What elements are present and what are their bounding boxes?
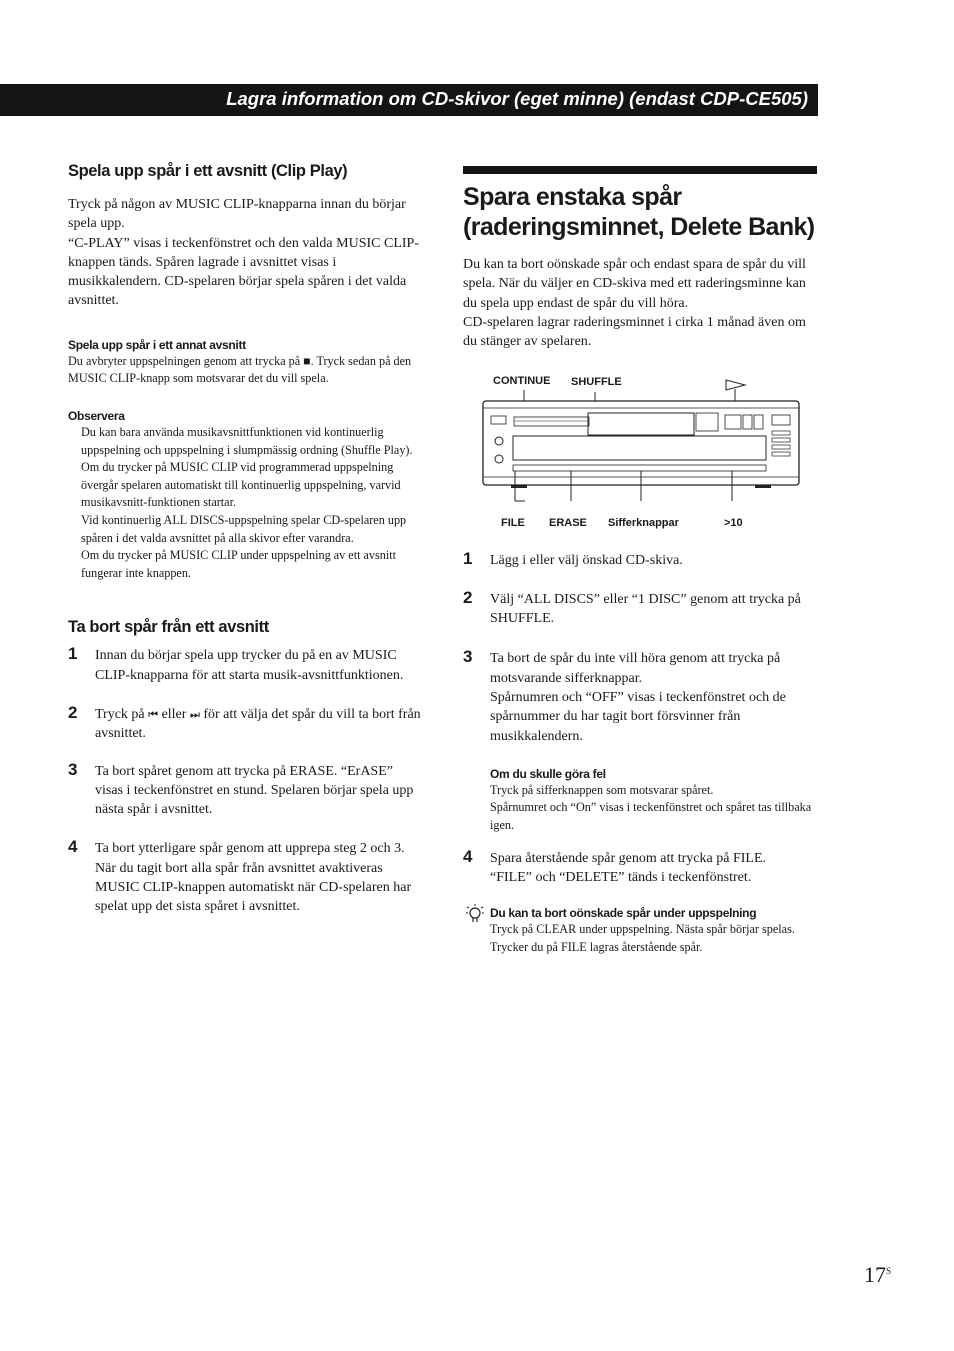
clip-play-para-1: Tryck på någon av MUSIC CLIP-knapparna innan du börjar spela upp. <box>68 197 406 232</box>
previous-track-icon: ⏮ <box>148 707 159 721</box>
note-body <box>68 424 424 582</box>
step-text <box>95 705 424 744</box>
step-number: 3 <box>68 759 78 779</box>
delete-step-3 <box>463 649 817 834</box>
section-rule <box>463 166 817 174</box>
label-erase: ERASE <box>549 517 587 530</box>
tip-line-1: Tryck på CLEAR under uppspelning. Nästa spår börjar spelas. <box>490 922 795 937</box>
step2-text-a: Tryck på <box>95 706 149 722</box>
step-text: Välj “ALL DISCS” eller “1 DISC” genom att trycka på SHUFFLE. <box>490 591 801 627</box>
clip-play-heading: Spela upp spår i ett avsnitt (Clip Play) <box>68 162 348 180</box>
page-number <box>864 1262 891 1288</box>
page-number-suffix: S <box>886 1266 892 1276</box>
cd-player-diagram <box>463 375 817 535</box>
step-text-a: Ta bort ytterligare spår genom att upprepa steg 2 och 3. <box>95 841 405 857</box>
label-file: FILE <box>501 517 525 530</box>
remove-heading: Ta bort spår från ett avsnitt <box>68 618 269 637</box>
banner-title: Lagra information om CD-skivor (eget minne) (endast CDP-CE505) <box>226 88 808 109</box>
step-text: Ta bort spåret genom att trycka på ERASE. “ErASE” visas i teckenfönstret en stund. Spelaren börjar spela upp nästa spår i avsnittet. <box>95 763 414 818</box>
right-column <box>463 166 817 956</box>
header-banner <box>0 84 818 116</box>
tip-box <box>463 905 817 956</box>
note-para-1: Du kan bara använda musikavsnittfunktionen vid kontinuerlig uppspelning och uppspelning i slumpmässig ordning (Shuffle Play). Om du trycker på MUSIC CLIP vid programmerad uppspelning övergår spelaren automatiskt till kontinuerlig uppspelning, varvid musikavsnitt-funktionen startar. <box>81 424 413 510</box>
other-section-text <box>68 353 424 388</box>
left-column <box>68 160 424 917</box>
section-title: Spara enstaka spår (raderingsminnet, Delete Bank) <box>463 183 815 241</box>
remove-step-1 <box>68 646 424 685</box>
step-number: 2 <box>68 702 78 722</box>
tip-heading: Du kan ta bort oönskade spår under uppspelning <box>490 906 757 921</box>
stop-icon: ■ <box>303 353 311 368</box>
step-text-b: Spårnumren och “OFF” visas i teckenfönstret och de spårnummer du har tagit bort försvinner från musikkalendern. <box>490 689 786 744</box>
step-text-a: Spara återstående spår genom att trycka på FILE. <box>490 850 767 866</box>
step-number: 4 <box>68 837 78 857</box>
label-number-buttons: Sifferknappar <box>608 517 679 530</box>
mistake-line-2: Spårnumret och “On” visas i teckenfönstret och spåret tas tillbaka igen. <box>490 800 812 833</box>
note-heading: Observera <box>68 408 125 423</box>
next-track-icon: ⏭ <box>189 707 200 721</box>
label-continue: CONTINUE <box>493 375 551 388</box>
step-number: 3 <box>463 647 473 667</box>
delete-step-1 <box>463 551 817 570</box>
remove-step-4 <box>68 839 424 916</box>
step-number: 1 <box>68 644 78 664</box>
remove-step-2 <box>68 702 424 744</box>
note-para-3: Om du trycker på MUSIC CLIP under uppspelning av ett avsnitt fungerar inte knappen. <box>81 548 397 580</box>
other-section-text-before: Du avbryter uppspelningen genom att trycka på <box>68 353 304 368</box>
other-section-text-after: . Tryck sedan på den MUSIC CLIP-knapp som motsvarar det du vill spela. <box>68 353 412 386</box>
mistake-line-1: Tryck på sifferknappen som motsvarar spåret. <box>490 782 714 797</box>
step-text-b: “FILE” och “DELETE” tänds i teckenfönstret. <box>490 869 752 885</box>
step-text-a: Ta bort de spår du inte vill höra genom att trycka på motsvarande sifferknappar. <box>490 651 781 686</box>
clip-play-para-2: “C-PLAY” visas i teckenfönstret och den valda MUSIC CLIP-knappen tänds. Spåren lagrade i avsnittet visas i musikkalendern. CD-spelaren börjar spela spåren i det valda avsnittet. <box>68 235 419 309</box>
step-text-b: När du tagit bort alla spår från avsnittet avaktiveras MUSIC CLIP-knappen automatiskt när CD-spelaren har spelat upp det sista spåret i avsnittet. <box>95 860 412 915</box>
intro-para-1: Du kan ta bort oönskade spår och endast spara de spår du vill spela. När du väljer en CD-skiva med ett raderingsminne kan du spela upp endast de spår du vill höra. <box>463 257 806 311</box>
other-section-heading: Spela upp spår i ett annat avsnitt <box>68 337 246 352</box>
delete-step-2 <box>463 587 817 629</box>
tip-line-2: Trycker du på FILE lagras återstående spår. <box>490 939 703 954</box>
play-icon <box>726 380 745 390</box>
lightbulb-icon <box>465 903 485 925</box>
step-number: 1 <box>463 549 473 569</box>
intro-para-2: CD-spelaren lagrar raderingsminnet i cirka 1 månad även om du stänger av spelaren. <box>463 314 806 350</box>
cd-player-illustration <box>463 375 817 535</box>
label-shuffle: SHUFFLE <box>571 376 622 389</box>
page-number-value: 17 <box>864 1262 886 1287</box>
step2-text-b: eller <box>158 706 190 722</box>
step-number: 4 <box>463 846 473 866</box>
mistake-heading: Om du skulle göra fel <box>490 766 606 781</box>
step-text: Lägg i eller välj önskad CD-skiva. <box>490 553 683 569</box>
remove-step-3 <box>68 759 424 820</box>
step2-text-c: för att välja det spår du vill ta bort från avsnittet. <box>95 706 421 742</box>
label-gt10: >10 <box>724 517 743 530</box>
step-text: Innan du börjar spela upp trycker du på en av MUSIC CLIP-knapparna för att starta musik-avsnittfunktionen. <box>95 648 404 683</box>
note-para-2: Vid kontinuerlig ALL DISCS-uppspelning spelar CD-spelaren upp spåren i det valda avsnittet på alla skivor efter varandra. <box>81 512 407 545</box>
step-number: 2 <box>463 587 473 607</box>
delete-step-4 <box>463 846 817 888</box>
